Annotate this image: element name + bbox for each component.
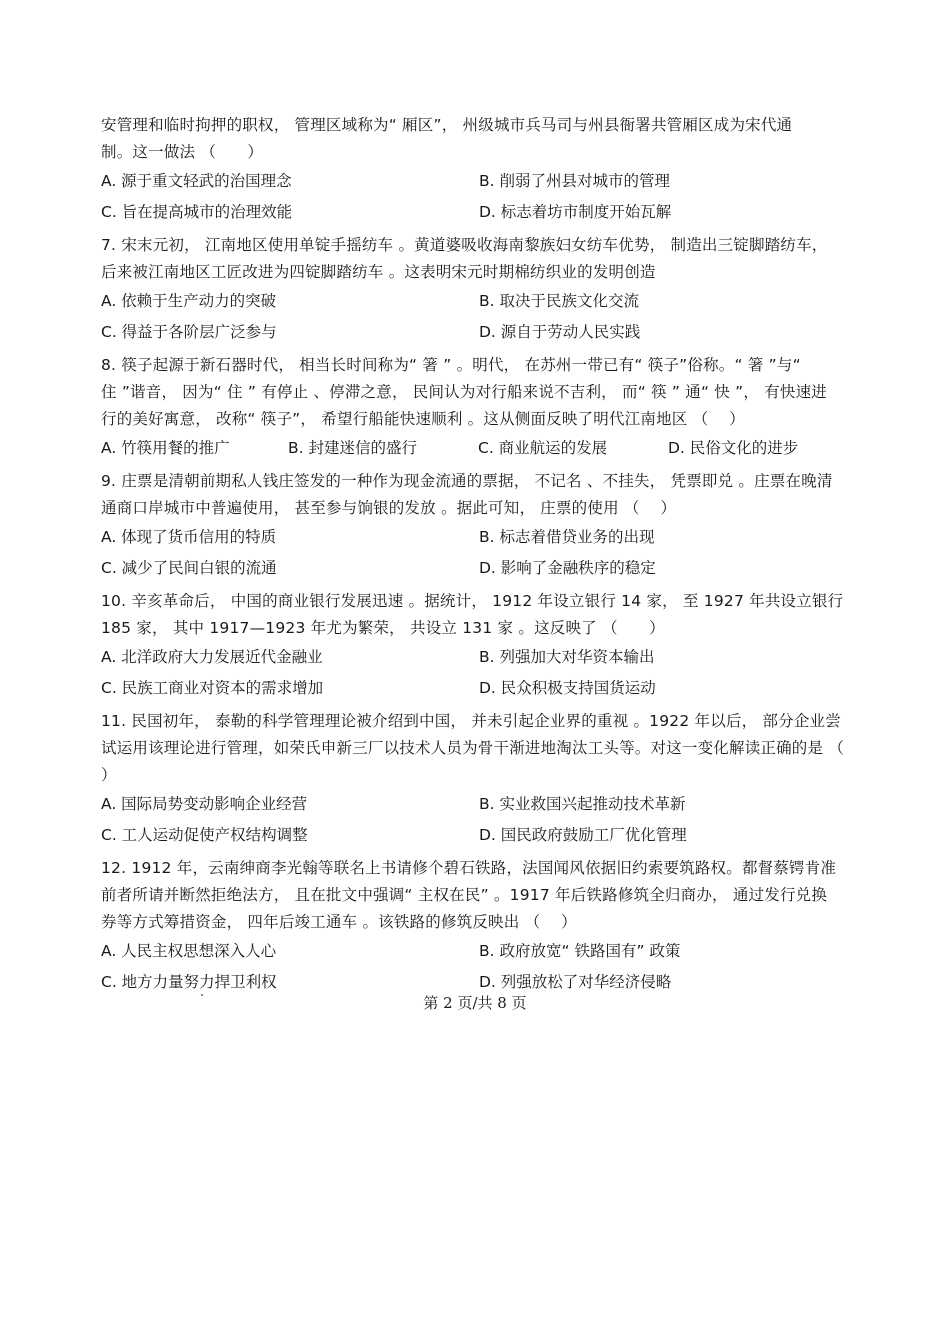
option-b[interactable]: B. 削弱了州县对城市的管理 — [479, 172, 670, 190]
page-number-footer: 第 2 页/共 8 页 — [423, 994, 527, 1012]
question-text-line: 后来被江南地区工匠改进为四锭脚踏纺车 。这表明宋元时期棉纺织业的发明创造 — [101, 263, 656, 281]
question-text-line: 通商口岸城市中普遍使用， 甚至参与饷银的发放 。据此可知， 庄票的使用 （ ） — [101, 499, 677, 517]
question-text-line: 11. 民国初年， 泰勒的科学管理理论被介绍到中国， 并未引起企业界的重视 。1922 年以后， 部分企业尝 — [101, 712, 841, 730]
option-b[interactable]: B. 标志着借贷业务的出现 — [479, 528, 655, 546]
options-row — [101, 673, 871, 704]
option-a[interactable]: A. 北洋政府大力发展近代金融业 — [101, 648, 323, 666]
options-row — [101, 433, 871, 464]
options-row — [101, 166, 871, 197]
exam-page — [101, 112, 871, 998]
option-a[interactable]: A. 竹筷用餐的推广 — [101, 439, 230, 457]
option-b[interactable]: B. 政府放宽“ 铁路国有” 政策 — [479, 942, 681, 960]
question-text-line: 行的美好寓意， 改称“ 筷子”， 希望行船能快速顺利 。这从侧面反映了明代江南地区 （ ） — [101, 410, 745, 428]
question-text-line: 8. 筷子起源于新石器时代， 相当长时间称为“ 箸 ” 。明代， 在苏州一带已有“ 筷子”俗称。“ 箸 ”与“ — [101, 356, 801, 374]
option-b[interactable]: B. 实业救国兴起推动技术革新 — [479, 795, 686, 813]
question-text-line: 安管理和临时拘押的职权， 管理区域称为“ 厢区”， 州级城市兵马司与州县衙署共管厢区成为宋代通 — [101, 116, 793, 134]
option-c[interactable]: C. 得益于各阶层广泛参与 — [101, 323, 277, 341]
options-row — [101, 197, 871, 228]
question-text-line: 7. 宋末元初， 江南地区使用单锭手摇纺车 。黄道婆吸收海南黎族妇女纺车优势， 制造出三锭脚踏纺车， — [101, 236, 828, 254]
question-text-line: 券等方式筹措资金， 四年后竣工通车 。该铁路的修筑反映出 （ ） — [101, 913, 577, 931]
option-b[interactable]: B. 取决于民族文化交流 — [479, 292, 639, 310]
option-d[interactable]: D. 民俗文化的进步 — [668, 439, 799, 457]
options-row — [101, 789, 871, 820]
option-c[interactable]: C. 商业航运的发展 — [478, 439, 608, 457]
question-text-line: 前者所请并断然拒绝法方， 且在批文中强调“ 主权在民” 。1917 年后铁路修筑全归商办， 通过发行兑换 — [101, 886, 828, 904]
option-d[interactable]: D. 源自于劳动人民实践 — [479, 323, 641, 341]
option-d[interactable]: D. 列强放松了对华经济侵略 — [479, 973, 672, 991]
options-row — [101, 522, 871, 553]
options-row — [101, 820, 871, 851]
option-a[interactable]: A. 人民主权思想深入人心 — [101, 942, 277, 960]
question-6 — [101, 112, 871, 228]
options-row — [101, 553, 871, 584]
question-text-line: ） — [101, 766, 117, 784]
question-7 — [101, 232, 871, 348]
question-text-line: 10. 辛亥革命后， 中国的商业银行发展迅速 。据统计， 1912 年设立银行 14 家， 至 1927 年共设立银行 — [101, 592, 844, 610]
question-text-line: 制。这一做法 （ ） — [101, 143, 264, 161]
option-c[interactable]: C. 地方力量努力捍卫利权 — [101, 973, 277, 991]
question-9 — [101, 468, 871, 584]
question-text-line: 试运用该理论进行管理，如荣氏申新三厂以技术人员为骨干渐进地淘汰工头等。对这一变化解读正确的是 （ — [101, 739, 845, 757]
question-8 — [101, 352, 871, 464]
option-d[interactable]: D. 标志着坊市制度开始瓦解 — [479, 203, 672, 221]
options-row — [101, 286, 871, 317]
option-c[interactable]: C. 工人运动促使产权结构调整 — [101, 826, 308, 844]
question-10 — [101, 588, 871, 704]
question-12 — [101, 855, 871, 998]
option-b[interactable]: B. 列强加大对华资本输出 — [479, 648, 655, 666]
option-c[interactable]: C. 民族工商业对资本的需求增加 — [101, 679, 324, 697]
option-d[interactable]: D. 影响了金融秩序的稳定 — [479, 559, 656, 577]
option-c[interactable]: C. 减少了民间白银的流通 — [101, 559, 277, 577]
options-row — [101, 642, 871, 673]
option-a[interactable]: A. 国际局势变动影响企业经营 — [101, 795, 308, 813]
question-text-line: 12. 1912 年，云南绅商李光翰等联名上书请修个碧石铁路，法国闻风依据旧约索要筑路权。都督蔡锷肯准 — [101, 859, 837, 877]
option-a[interactable]: A. 依赖于生产动力的突破 — [101, 292, 277, 310]
option-d[interactable]: D. 民众积极支持国货运动 — [479, 679, 656, 697]
option-a[interactable]: A. 源于重文轻武的治国理念 — [101, 172, 292, 190]
option-c[interactable]: C. 旨在提高城市的治理效能 — [101, 203, 293, 221]
options-row — [101, 317, 871, 348]
question-11 — [101, 708, 871, 851]
question-text-line: 9. 庄票是清朝前期私人钱庄签发的一种作为现金流通的票据， 不记名 、不挂失， 凭票即兑 。庄票在晚清 — [101, 472, 833, 490]
option-d[interactable]: D. 国民政府鼓励工厂优化管理 — [479, 826, 687, 844]
option-a[interactable]: A. 体现了货币信用的特质 — [101, 528, 277, 546]
options-row — [101, 936, 871, 967]
option-b[interactable]: B. 封建迷信的盛行 — [288, 439, 417, 457]
question-text-line: 住 ”谐音， 因为“ 住 ” 有停止 、停滞之意， 民间认为对行船来说不吉利， 而“ 筷 ” 通“ 快 ”， 有快速进 — [101, 383, 827, 401]
question-text-line: 185 家， 其中 1917—1923 年尤为繁荣， 共设立 131 家 。这反映了 （ ） — [101, 619, 665, 637]
